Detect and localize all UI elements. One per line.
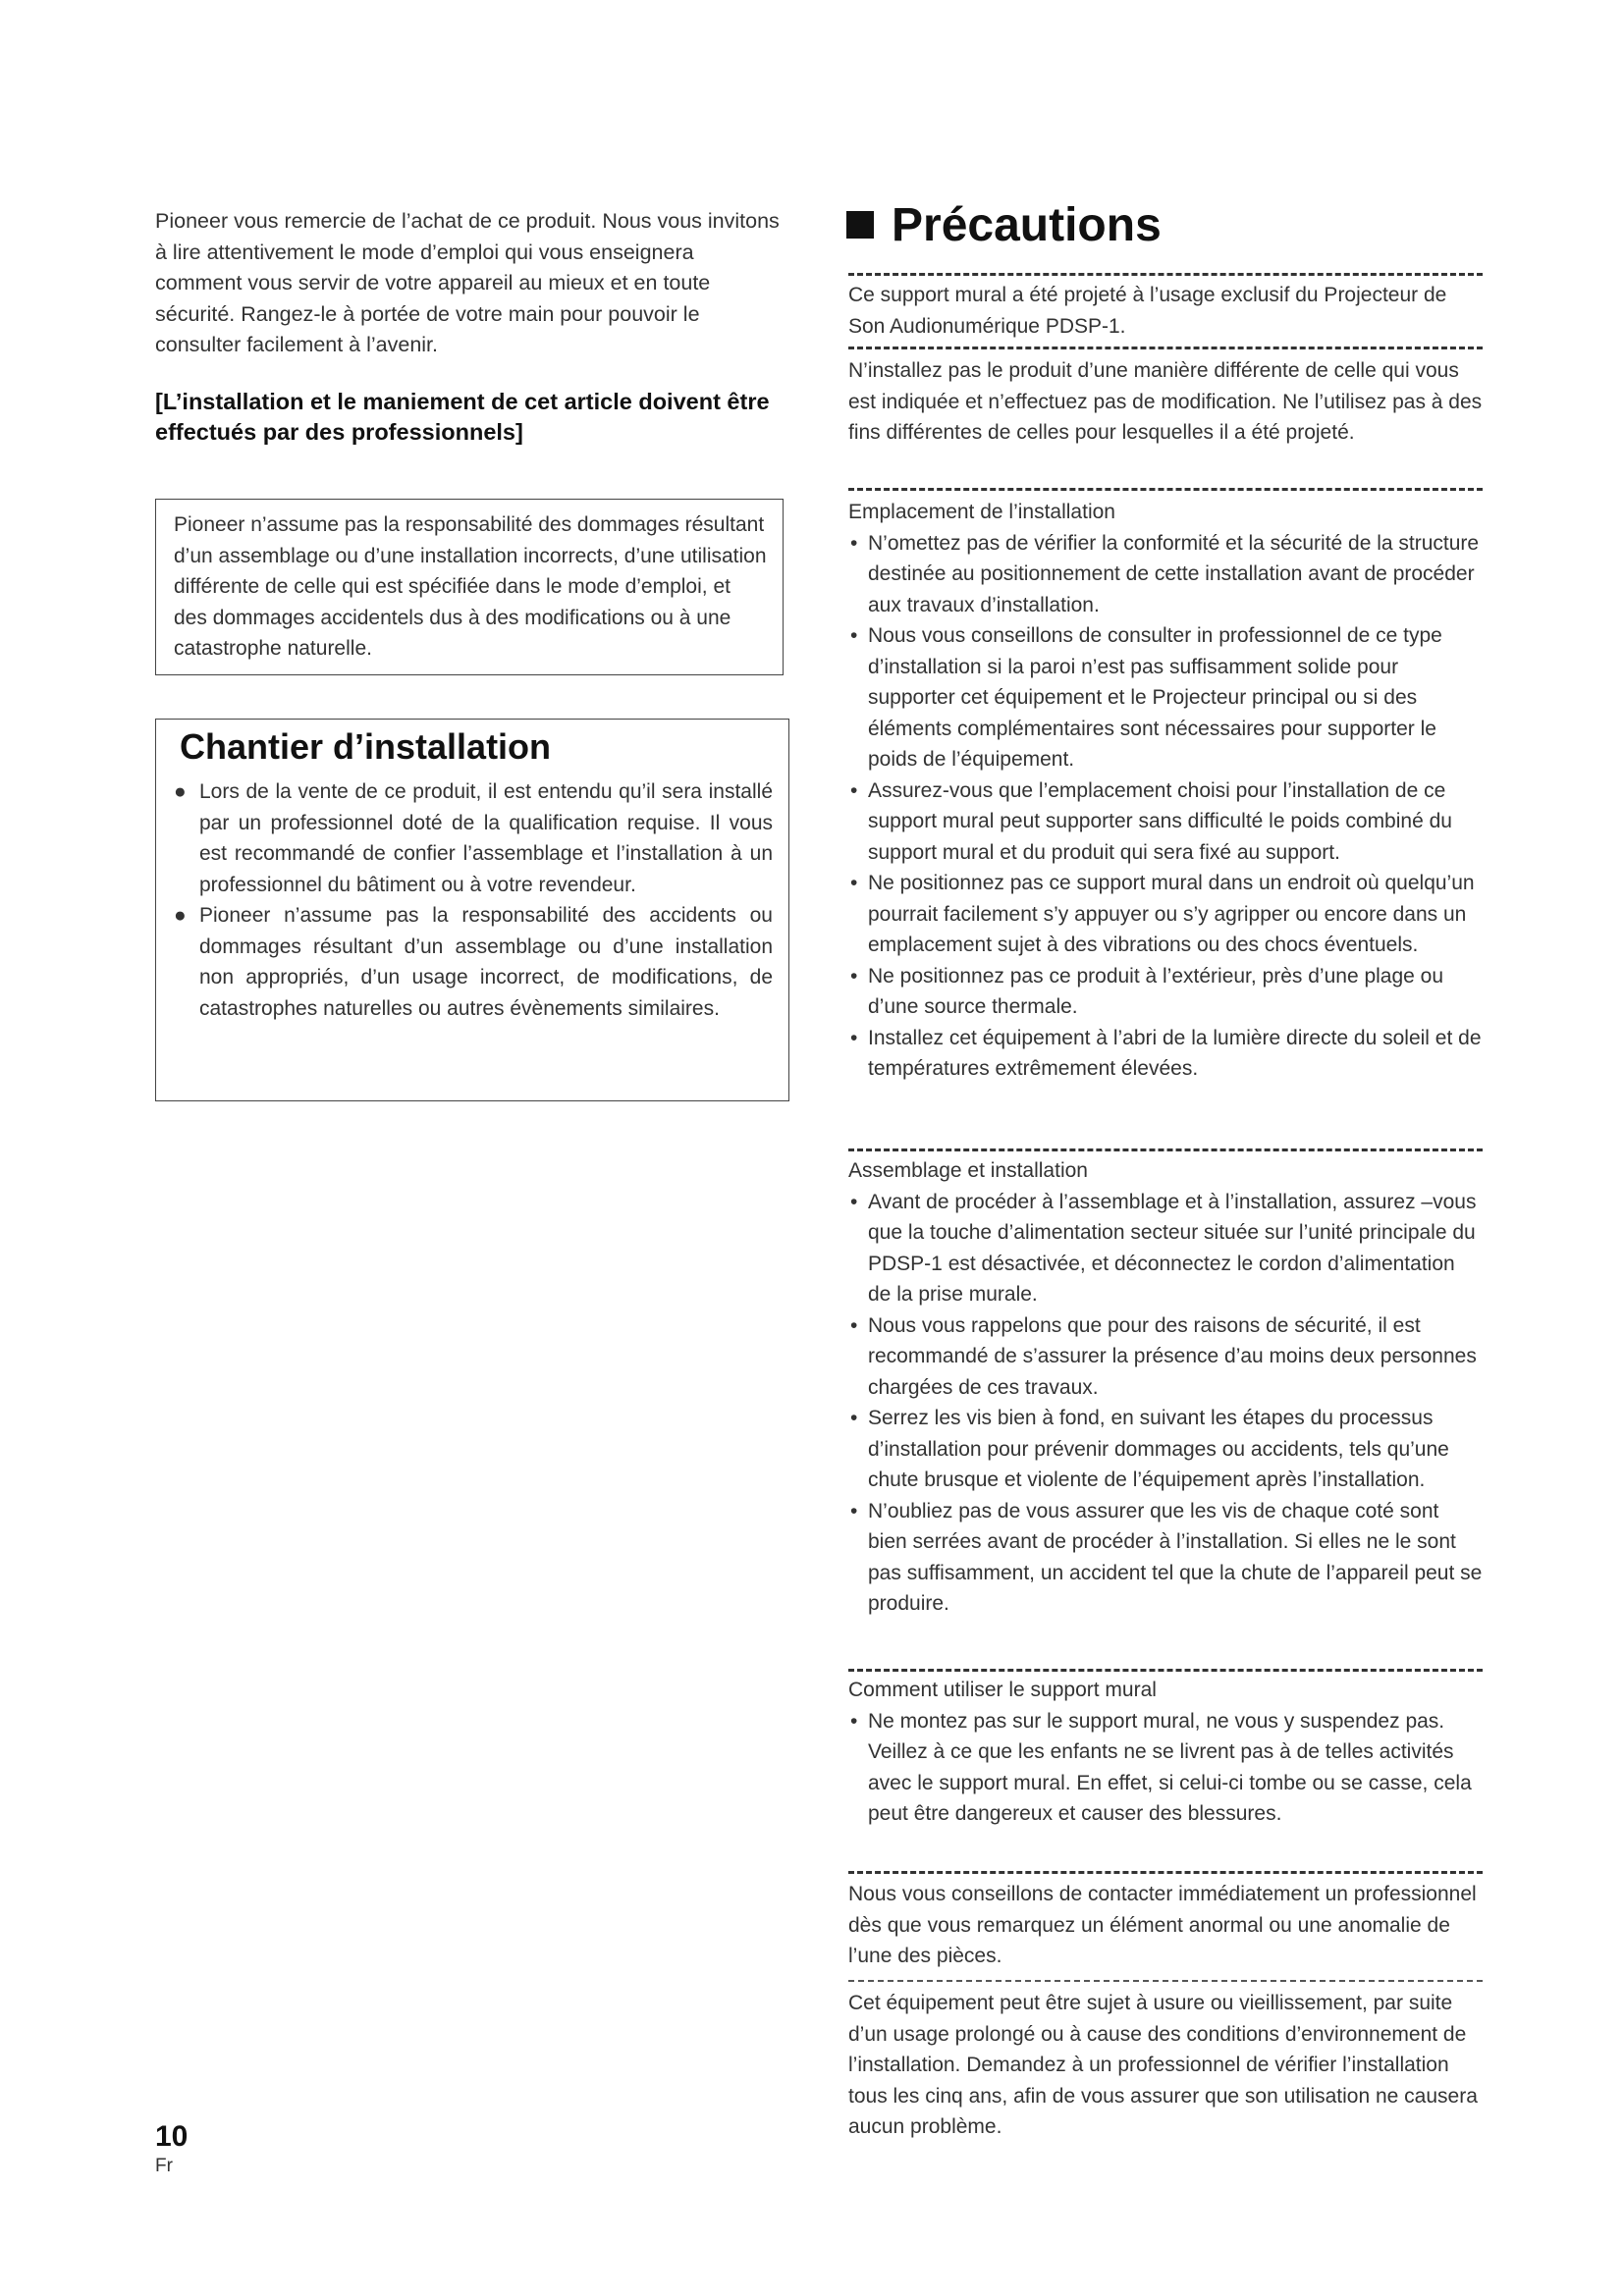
chantier-list (170, 776, 773, 1024)
chantier-heading: Chantier d’installation (180, 726, 552, 767)
language-code: Fr (155, 2156, 173, 2176)
bullet-icon: ● (174, 904, 187, 927)
divider (848, 347, 1483, 349)
section-no-modification: N’installez pas le produit d’une manière différente de celle qui vous est indiquée et n’effectuez pas de modification. Ne l’utilisez pas à des fins différentes de celles pour lesquelles il a été projeté. (848, 359, 1483, 444)
divider (848, 273, 1483, 276)
section-exclusive-use: Ce support mural a été projeté à l’usage exclusif du Projecteur de Son Audionumérique PDSP-1. (848, 284, 1447, 338)
list-item: • Assurez-vous que l’emplacement choisi pour l’installation de ce support mural peut supporter sans difficulté le poids combiné du support mural et du produit qui sera fixé au support. (848, 775, 1483, 869)
page-number: 10 (155, 2120, 189, 2153)
divider (848, 1148, 1483, 1151)
section-heading: Comment utiliser le support mural (848, 1679, 1157, 1701)
bullet-icon: • (850, 1407, 858, 1429)
list-item: • Nous vous rappelons que pour des raisons de sécurité, il est recommandé de s’assurer la présence d’au moins deux personnes chargées de ces travaux. (848, 1310, 1483, 1404)
list-item: • Ne montez pas sur le support mural, ne vous y suspendez pas. Veillez à ce que les enfants ne se livrent pas à de telles activités avec le support mural. En effet, si celui-ci tombe ou se casse, cela peut être dangereux et causer des blessures. (848, 1706, 1483, 1830)
list-item: • Serrez les vis bien à fond, en suivant les étapes du processus d’installation pour prévenir dommages ou accidents, tels qu’une chute brusque et violente de l’équipement après l’installation. (848, 1403, 1483, 1496)
divider (848, 1871, 1483, 1874)
page-title: Précautions (846, 196, 1162, 255)
list-item: • Ne positionnez pas ce support mural dans un endroit où quelqu’un pourrait facilement s’y appuyer ou s’y agripper ou encore dans un emplacement sujet à des vibrations ou des chocs éventuels. (848, 868, 1483, 961)
bullet-icon: • (850, 778, 858, 802)
professional-notice: [L’installation et le maniement de cet article doivent être effectués par des professionnels] (155, 388, 770, 445)
divider (848, 1669, 1483, 1672)
list-item: • Nous vous conseillons de consulter in professionnel de ce type d’installation si la paroi n’est pas suffisamment solide pour supporter cet équipement et le Projecteur principal ou si des éléments complémentaires sont nécessaires pour supporter le poids de l’équipement. (848, 620, 1483, 775)
divider (848, 488, 1483, 491)
disclaimer-box (155, 499, 784, 675)
bullet-icon: • (850, 1313, 858, 1337)
list-item: • N’oubliez pas de vous assurer que les vis de chaque coté sont bien serrées avant de procéder à l’installation. Si elles ne le sont pas suffisamment, un accident tel que la chute de l’appareil peut se produire. (848, 1496, 1483, 1620)
section-usure: Cet équipement peut être sujet à usure ou vieillissement, par suite d’un usage prolongé ou à cause des conditions d’environnement de l’installation. Demandez à un professionnel de vérifier l’installation tous les cinq ans, afin de vous assurer que son utilisation ne causera aucun problème. (848, 1992, 1478, 2138)
intro-text: Pioneer vous remercie de l’achat de ce produit. Nous vous invitons à lire attentivement le mode d’emploi qui vous enseignera comment vous servir de votre appareil au mieux et en toute sécurité. Rangez-le à portée de votre main pour pouvoir le consulter facilement à l’avenir. (155, 209, 780, 356)
bullet-icon: • (850, 531, 858, 555)
list-item: • Ne positionnez pas ce produit à l’extérieur, près d’une plage ou d’une source thermale. (848, 961, 1483, 1023)
section-heading: Assemblage et installation (848, 1159, 1088, 1182)
square-icon (846, 211, 874, 239)
divider (848, 1980, 1483, 1982)
list-item: • Avant de procéder à l’assemblage et à l’installation, assurez –vous que la touche d’alimentation secteur située sur l’unité principale du PDSP-1 est désactivée, et déconnectez le cordon d’alimentation de la prise murale. (848, 1187, 1483, 1310)
bullet-icon: • (850, 964, 858, 988)
section-heading: Emplacement de l’installation (848, 501, 1115, 523)
bullet-icon: • (850, 872, 858, 894)
chantier-box (155, 719, 789, 1101)
bullet-icon: ● (174, 780, 187, 803)
section-contact: Nous vous conseillons de contacter immédiatement un professionnel dès que vous remarquez un élément anormal ou une anomalie de l’une des pièces. (848, 1883, 1477, 1967)
bullet-icon: • (850, 1709, 858, 1733)
list-item: • N’omettez pas de vérifier la conformité et la sécurité de la structure destinée au positionnement de cette installation avant de procéder aux travaux d’installation. (848, 528, 1483, 621)
disclaimer-text: Pioneer n’assume pas la responsabilité des dommages résultant d’un assemblage ou d’une installation incorrects, d’une utilisation différente de celle qui est spécifiée dans le mode d’emploi, et des dommages accidentels dus à des modifications ou à une catastrophe naturelle. (174, 513, 767, 660)
bullet-icon: • (850, 1026, 858, 1049)
section-assemblage (848, 1155, 1483, 1620)
list-item: • Installez cet équipement à l’abri de la lumière directe du soleil et de températures extrêmement élevées. (848, 1023, 1483, 1085)
bullet-icon: • (850, 1499, 858, 1522)
section-emplacement (848, 497, 1483, 1085)
section-comment-utiliser (848, 1675, 1483, 1830)
list-item: ● Pioneer n’assume pas la responsabilité des accidents ou dommages résultant d’un assemblage ou d’une installation non appropriés, d’un usage incorrect, de modifications, de catastrophes naturelles ou autres évènements similaires. (170, 900, 773, 1024)
bullet-icon: • (850, 1190, 858, 1213)
intro-block (155, 206, 784, 448)
bullet-icon: • (850, 624, 858, 647)
list-item: ● Lors de la vente de ce produit, il est entendu qu’il sera installé par un professionnel doté de la qualification requise. Il vous est recommandé de confier l’assemblage et l’installation à un professionnel du bâtiment ou à votre revendeur. (170, 776, 773, 900)
